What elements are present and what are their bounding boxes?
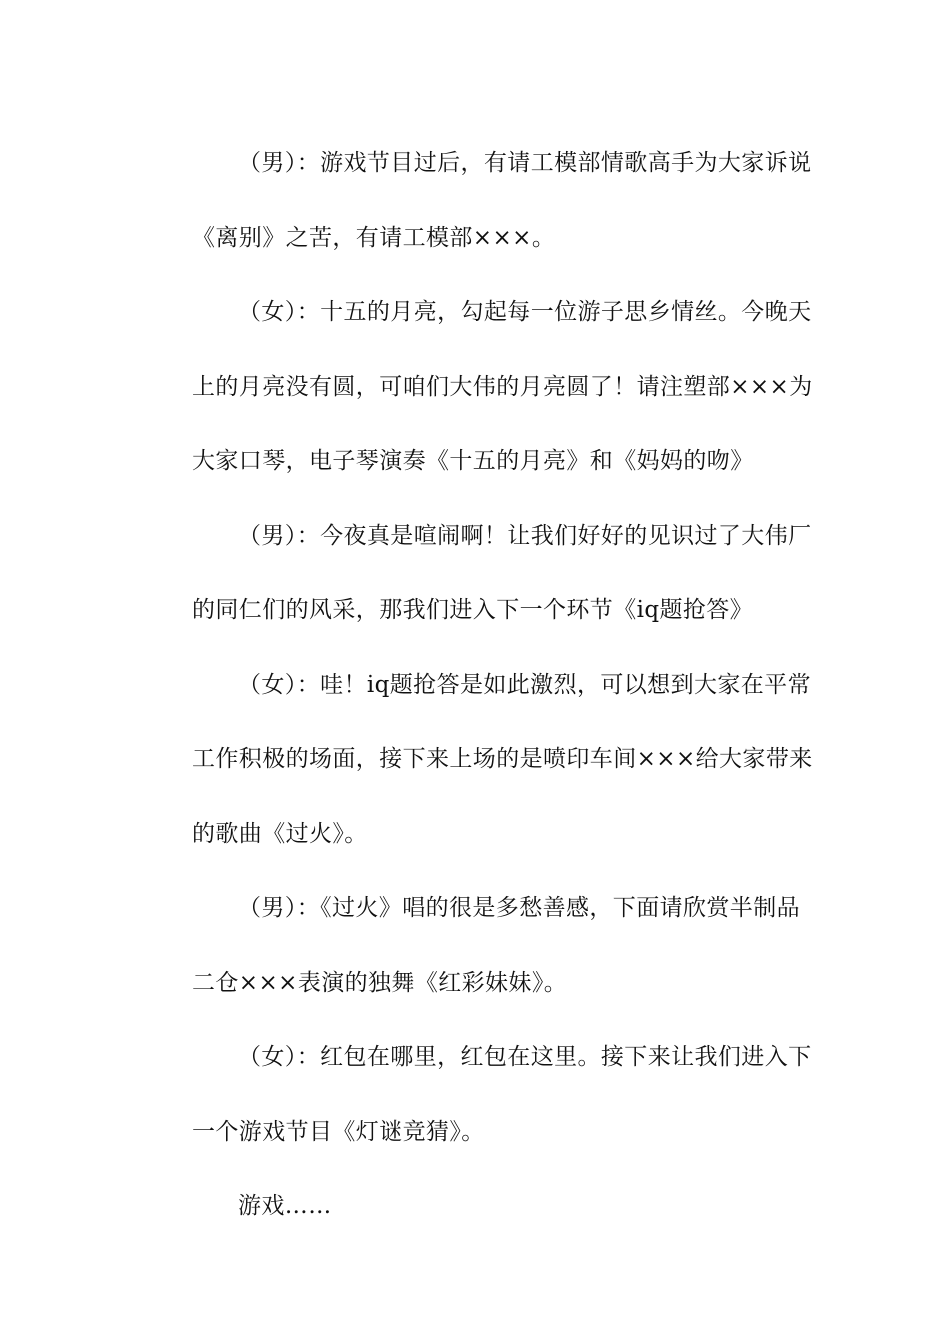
text-line: 工作积极的场面，接下来上场的是喷印车间×××给大家带来 bbox=[192, 746, 813, 772]
text-line: （男）：今夜真是喧闹啊！让我们好好的见识过了大伟厂 bbox=[238, 522, 812, 549]
text-line: （男）：游戏节目过后，有请工模部情歌高手为大家诉说 bbox=[238, 150, 812, 176]
paragraph-game bbox=[146, 1169, 796, 1244]
text-line: 的歌曲《过火》。 bbox=[192, 820, 368, 847]
text-line: 《离别》之苦，有请工模部×××。 bbox=[192, 224, 556, 251]
paragraph-male-dance bbox=[146, 871, 800, 1020]
text-line: 的同仁们的风采，那我们进入下一个环节《iq题抢答》 bbox=[192, 597, 754, 623]
text-line: （男）：《过火》唱的很是多愁善感，下面请欣赏半制品 bbox=[238, 895, 800, 921]
paragraph-female-riddle bbox=[146, 1020, 812, 1169]
text-line: （女）：哇！iq题抢答是如此激烈，可以想到大家在平常 bbox=[238, 671, 811, 698]
text-line: （女）：红包在哪里，红包在这里。接下来让我们进入下 bbox=[238, 1044, 812, 1070]
text-line: 大家口琴，电子琴演奏《十五的月亮》和《妈妈的吻》 bbox=[192, 448, 754, 474]
text-line: 二仓×××表演的独舞《红彩妹妹》。 bbox=[192, 969, 568, 996]
text-line: （女）：十五的月亮，勾起每一位游子思乡情丝。今晚天 bbox=[238, 299, 812, 325]
document-body bbox=[146, 126, 813, 1244]
text-line: 一个游戏节目《灯谜竞猜》。 bbox=[192, 1118, 485, 1145]
text-line: 上的月亮没有圆，可咱们大伟的月亮圆了！请注塑部×××为 bbox=[192, 373, 813, 400]
paragraph-male-intro-song bbox=[146, 126, 812, 275]
paragraph-female-moon bbox=[146, 275, 813, 499]
text-line: 游戏…… bbox=[238, 1193, 332, 1219]
paragraph-female-song bbox=[146, 648, 813, 872]
paragraph-male-iq-quiz bbox=[146, 499, 812, 648]
